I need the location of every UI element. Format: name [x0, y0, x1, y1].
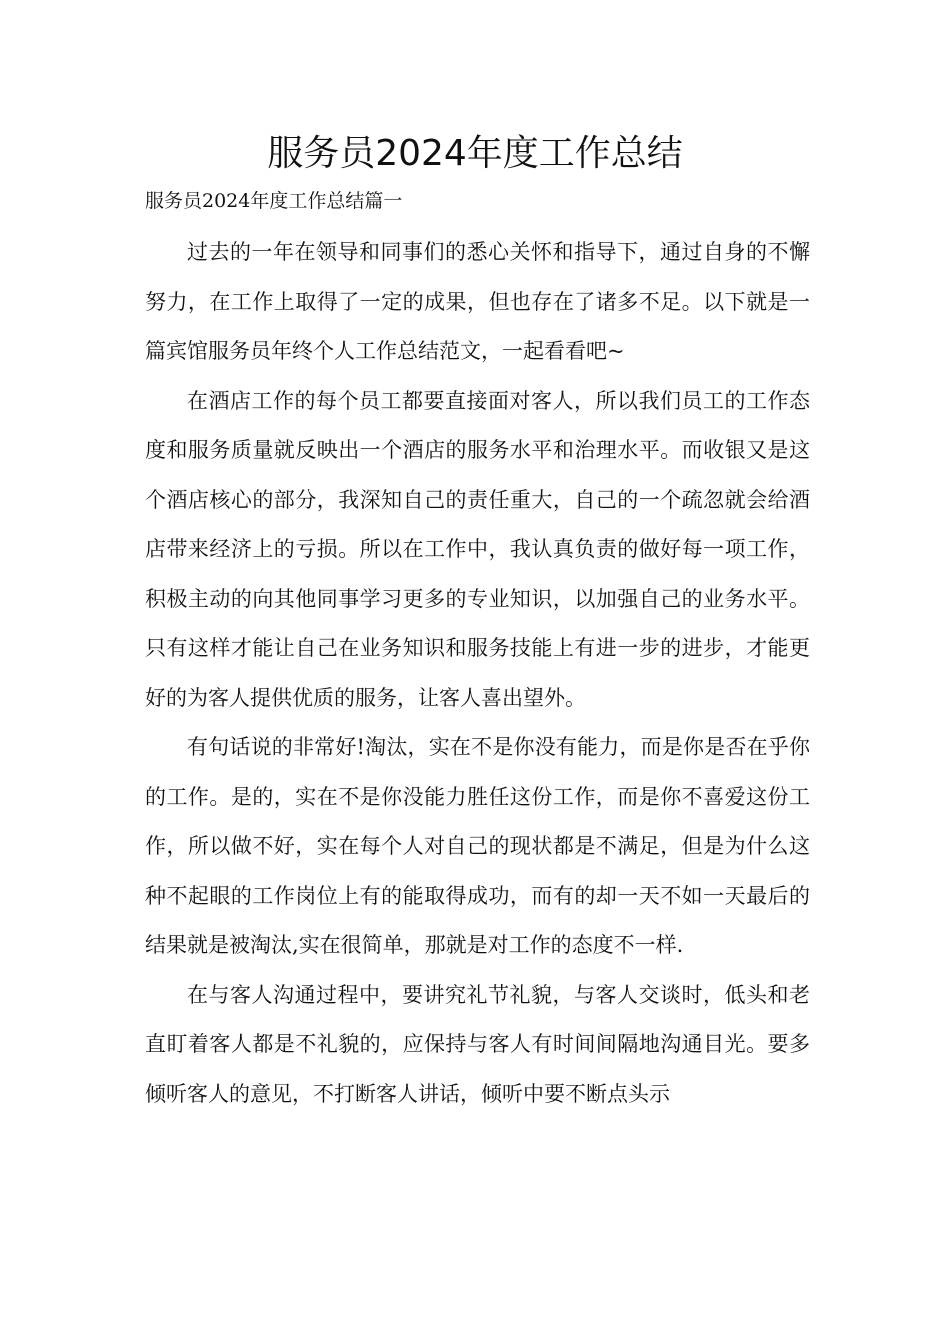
- document-subtitle: 服务员2024年度工作总结篇一: [145, 190, 403, 212]
- paragraph-1: 过去的一年在领导和同事们的悉心关怀和指导下，通过自身的不懈努力，在工作上取得了一定的成果，但也存在了诸多不足。以下就是一篇宾馆服务员年终个人工作总结范文，一起看看吧~: [145, 240, 810, 363]
- paragraph-4: 在与客人沟通过程中，要讲究礼节礼貌，与客人交谈时，低头和老直盯着客人都是不礼貌的，应保持与客人有时间间隔地沟通目光。要多倾听客人的意见，不打断客人讲话，倾听中要不断点头示: [145, 982, 810, 1106]
- paragraph-3: 有句话说的非常好!淘汰，实在不是你没有能力，而是你是否在乎你的工作。是的，实在不是你没能力胜任这份工作，而是你不喜爱这份工作，所以做不好，实在每个人对自己的现状都是不满足，但是为什么这种不起眼的工作岗位上有的能取得成功，而有的却一天不如一天最后的结果就是被淘汰,实在很简单，那就是对工作的态度不一样.: [145, 735, 810, 957]
- paragraph-2: 在酒店工作的每个员工都要直接面对客人，所以我们员工的工作态度和服务质量就反映出一个酒店的服务水平和治理水平。而收银又是这个酒店核心的部分，我深知自己的责任重大，自己的一个疏忽就会给酒店带来经济上的亏损。所以在工作中，我认真负责的做好每一项工作，积极主动的向其他同事学习更多的专业知识，以加强自己的业务水平。只有这样才能让自己在业务知识和服务技能上有进一步的进步，才能更好的为客人提供优质的服务，让客人喜出望外。: [145, 388, 810, 710]
- document-title: 服务员2024年度工作总结: [267, 133, 683, 174]
- document-body: [145, 228, 810, 1119]
